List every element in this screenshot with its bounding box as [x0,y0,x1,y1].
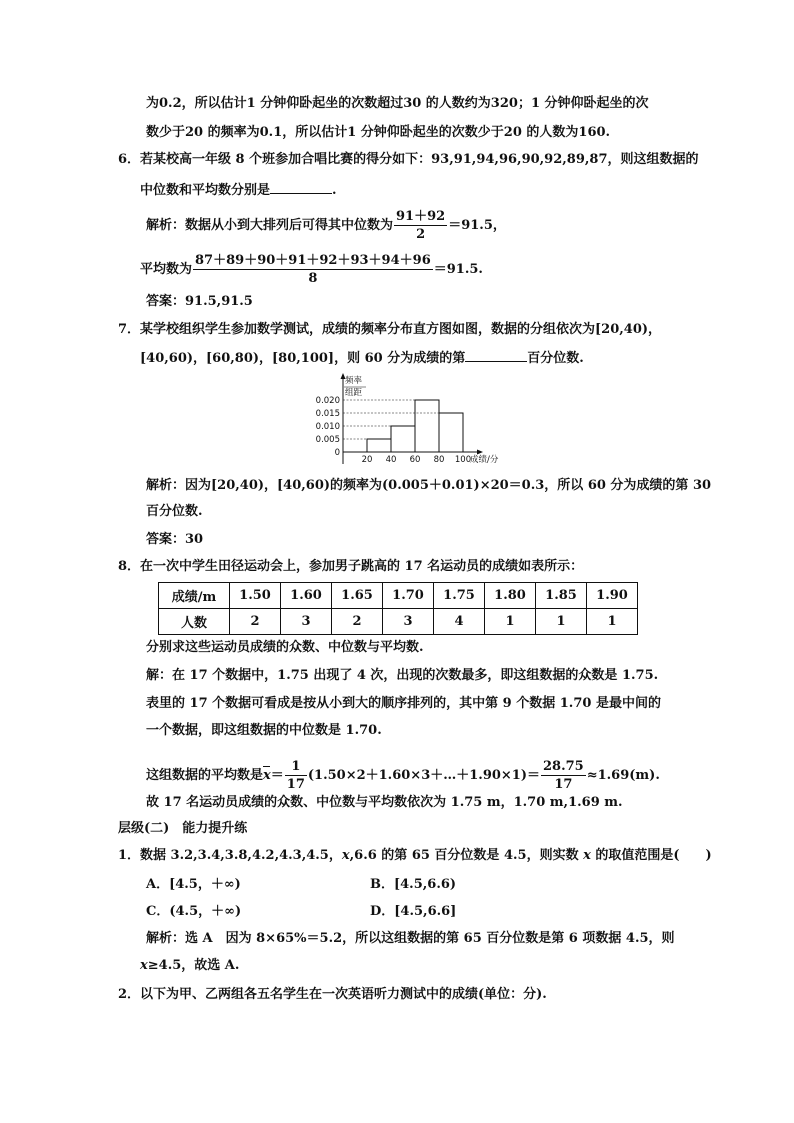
y-label-bottom: 组距 [345,388,363,398]
x-tick-label: 100 [454,455,472,465]
table-cell: 3 [281,609,332,635]
y-tick-label: 0 [334,448,340,458]
choice-c: C．(4.5，＋∞) [146,904,242,919]
table-cell: 1 [536,609,587,635]
numerator: 28.75 [543,759,584,774]
fraction [285,758,307,793]
solution-text: 平均数为 [140,262,193,277]
question-text: 分别求这些运动员成绩的众数、中位数与平均数. [146,640,424,655]
question-text-part: 百分位数. [527,351,584,366]
question-text: 若某校高一年级 8 个班参加合唱比赛的得分如下：93,91,94,96,90,92,89,87，则这组数据的 [140,152,699,167]
question-text [140,846,712,866]
solution-line [140,956,239,976]
table-cell: 1.80 [485,583,536,609]
x-tick-label: 40 [385,455,397,465]
denominator: 17 [554,777,573,792]
fraction [394,208,447,243]
table-cell: 4 [434,609,485,635]
solution-line: 一个数据，即这组数据的中位数是 1.70. [146,723,382,738]
question-number: 8． [118,559,141,574]
table-cell: 1.70 [383,583,434,609]
denominator: 2 [416,227,426,242]
table-cell: 1.60 [281,583,332,609]
score-table [158,582,638,635]
y-tick-label: 0.005 [315,435,340,445]
solution-text: ＝91.5. [433,262,483,277]
question-text: 以下为甲、乙两组各五名学生在一次英语听力测试中的成绩(单位：分). [140,987,547,1002]
histogram-bar [439,413,463,452]
question-text-part: 的取值范围是( ) [590,848,712,863]
question-number: 7． [118,322,141,337]
choice-b: B．[4.5,6.6) [370,877,457,892]
table-cell: 1 [587,609,638,635]
table-cell: 2 [332,609,383,635]
table-cell: 1.90 [587,583,638,609]
solution-text: ＝91.5， [448,218,506,233]
question-text-part: 中位数和平均数分别是 [140,183,271,198]
y-tick-label: 0.015 [315,409,340,419]
x-tick-label: 60 [409,455,421,465]
histogram-bar [415,400,439,452]
variable: x [140,958,148,973]
solution-line: 故 17 名运动员成绩的众数、中位数与平均数依次为 1.75 m，1.70 m,1.69 m. [146,795,623,810]
histogram-bar [391,426,415,452]
mean-symbol: x [263,766,271,786]
solution-line: 表里的 17 个数据可看成是按从小到大的顺序排列的，其中第 9 个数据 1.70 是最中间的 [146,696,661,711]
numerator: 87＋89＋90＋91＋92＋93＋94＋96 [195,253,431,268]
y-tick-label: 0.010 [315,422,340,432]
solution-text: ≥4.5，故选 A. [147,958,240,973]
variable: x [341,848,350,863]
solution-line [146,758,660,793]
question-text: 在一次中学生田径运动会上，参加男子跳高的 17 名运动员的成绩如表所示： [140,559,584,574]
question-number: 1． [118,848,141,863]
table-cell: 1.50 [230,583,281,609]
table-row [159,609,638,635]
text-line: 为0.2，所以估计1 分钟仰卧起坐的次数超过30 的人数约为320；1 分钟仰卧起坐的次 [146,96,649,111]
solution-line: 解：在 17 个数据中，1.75 出现了 4 次，出现的次数最多，即这组数据的众数是 1.75. [146,668,659,683]
solution-line: 解析：选 A 因为 8×65%＝5.2，所以这组数据的第 65 百分位数是第 6 项数据 4.5，则 [146,931,675,946]
x-label: 成绩/分 [470,455,499,465]
table-cell: 2 [230,609,281,635]
table-cell: 3 [383,609,434,635]
frequency-histogram [315,372,530,468]
histogram-bar [367,439,391,452]
solution-text: 这组数据的平均数是 [146,768,264,783]
question-text [140,347,584,369]
question-text: 某学校组织学生参加数学测试，成绩的频率分布直方图如图，数据的分组依次为[20,40)， [140,322,662,337]
question-text-part: . [332,183,337,198]
solution-line: 解析：因为[20,40)，[40,60)的频率为(0.005＋0.01)×20＝0.3，所以 60 分为成绩的第 30 [146,478,712,493]
table-cell: 成绩/m [159,583,230,609]
y-label-top: 频率 [345,376,363,386]
table-cell: 1.85 [536,583,587,609]
choice-d: D．[4.5,6.6] [370,904,457,919]
question-number: 2． [118,987,141,1002]
solution-text: (1.50×2＋1.60×3＋…＋1.90×1)＝ [307,768,540,783]
question-text-part: 数据 3.2,3.4,3.8,4.2,4.3,4.5， [140,848,342,863]
solution-text: 解析：数据从小到大排列后可得其中位数为 [146,218,394,233]
section-heading: 层级(二) 能力提升练 [118,821,248,836]
variable: x [583,848,591,863]
question-text-part: ,6.6 的第 65 百分位数是 4.5，则实数 [349,848,584,863]
solution-line: 百分位数. [146,504,203,519]
solution-line [146,208,506,243]
fraction [541,758,586,793]
answer-blank [465,347,527,362]
x-tick-label: 80 [433,455,445,465]
denominator: 8 [308,271,318,286]
table-cell: 人数 [159,609,230,635]
question-text-part: [40,60)，[60,80)，[80,100]，则 60 分为成绩的第 [140,351,466,366]
x-tick-label: 20 [361,455,373,465]
answer-line: 答案：30 [146,532,204,547]
x-axis-arrow [477,450,483,455]
text-line: 数少于20 的频率为0.1，所以估计1 分钟仰卧起坐的次数少于20 的人数为160. [146,125,611,140]
question-text [140,179,337,201]
answer-line: 答案：91.5,91.5 [146,294,253,309]
numerator: 1 [285,758,307,776]
fraction [193,252,433,287]
choice-a: A．[4.5，＋∞) [146,877,241,892]
table-row [159,583,638,609]
numerator: 91＋92 [396,209,446,224]
solution-line [140,252,483,287]
solution-text: ≈1.69(m). [586,768,660,783]
question-number: 6． [118,152,141,167]
y-tick-label: 0.020 [315,396,340,406]
denominator: 17 [286,777,305,792]
table-cell: 1 [485,609,536,635]
solution-text: ＝ [270,768,284,783]
table-cell: 1.75 [434,583,485,609]
answer-blank [270,179,332,194]
table-cell: 1.65 [332,583,383,609]
